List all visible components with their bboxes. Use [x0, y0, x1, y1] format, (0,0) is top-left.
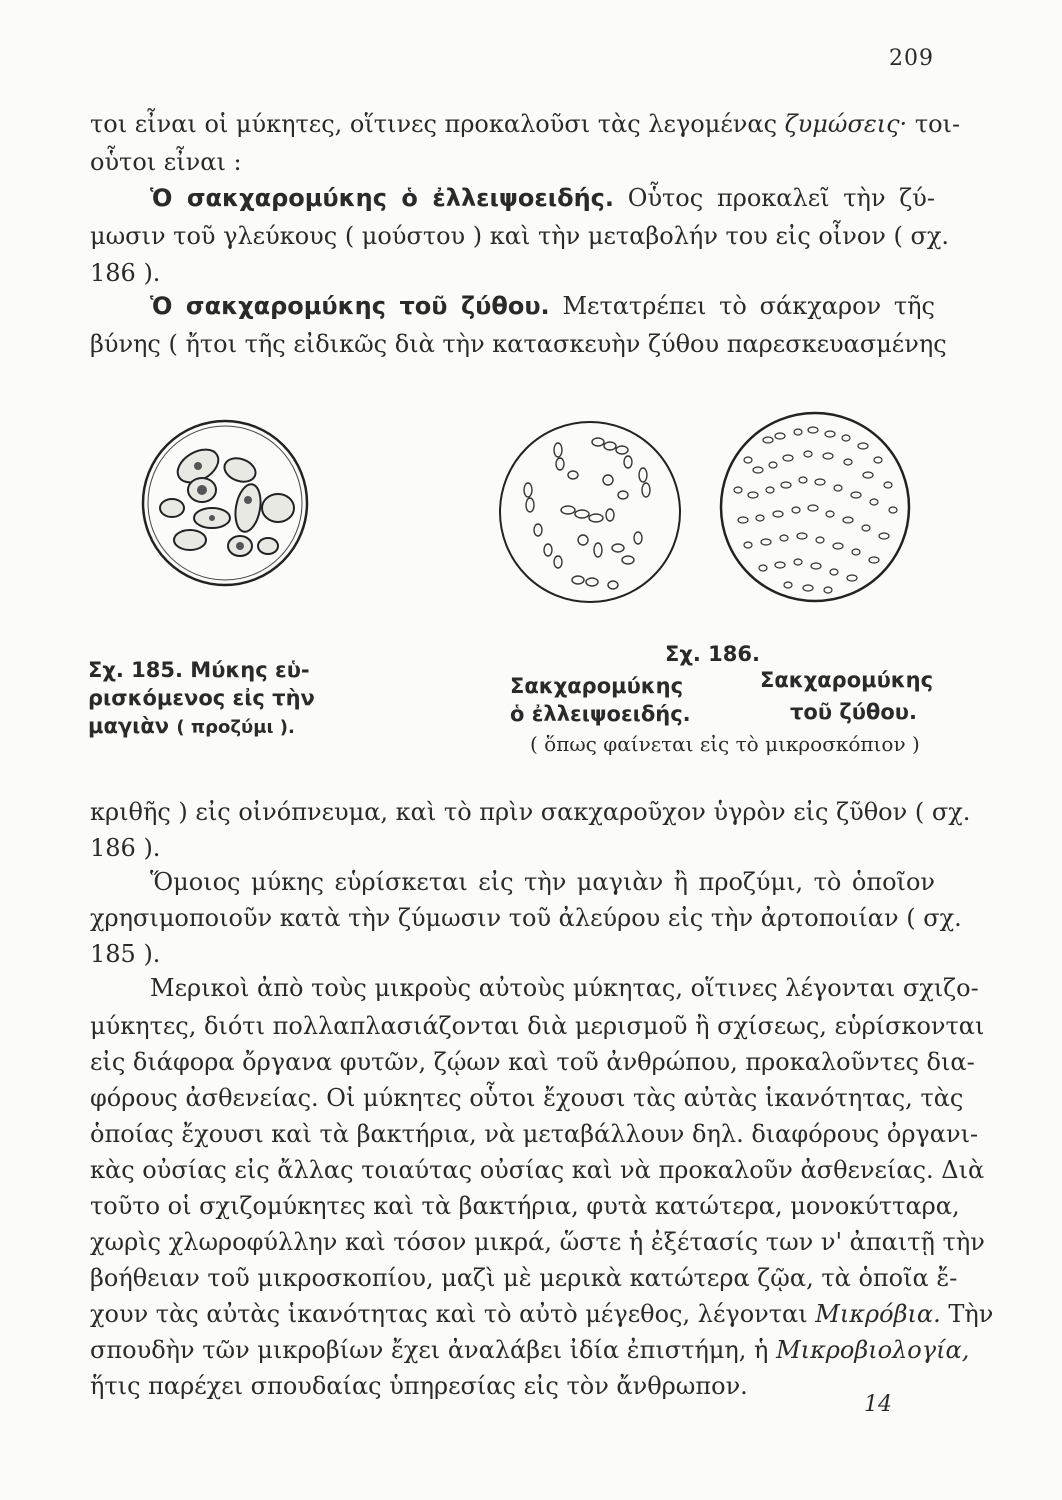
text-span: Οὗτος προκαλεῖ τὴν ζύ- — [627, 184, 935, 212]
text-line: ἥτις παρέχει σπουδαίας ὑπηρεσίας εἰς τὸν ἄνθρωπον. — [90, 1372, 748, 1400]
text-line: κὰς οὐσίας εἰς ἄλλας τοιαύτας οὐσίας καὶ νὰ προκαλοῦν ἀσθενείας. Διὰ — [90, 1156, 985, 1184]
italic-term: Μικρόβια. — [815, 1300, 941, 1328]
italic-term: ζυμώσεις· — [784, 110, 908, 138]
text-span: Τὴν — [948, 1300, 994, 1328]
text-span: χουν τὰς αὐτὰς ἱκανότητας καὶ τὸ αὐτὸ μέγεθος, λέγονται — [90, 1300, 808, 1328]
signature-mark: 14 — [864, 1392, 892, 1417]
figure-186-right-label: Σακχαρομύκης — [760, 668, 934, 692]
figure-185-caption: Σχ. 185. Μύκης εὑ- — [88, 658, 310, 682]
figure-186-ellipsoid-yeast-illustration — [498, 420, 683, 605]
text-line — [150, 290, 935, 322]
figure-185-caption: ρισκόμενος εἰς τὴν — [88, 686, 315, 710]
figure-186-beer-yeast-illustration — [718, 410, 913, 605]
text-line — [90, 1334, 970, 1366]
text-line: βύνης ( ἤτοι τῆς εἰδικῶς διὰ τὴν κατασκευὴν ζύθου παρεσκευασμένης — [90, 330, 947, 358]
text-line: Ὅμοιος μύκης εὑρίσκεται εἰς τὴν μαγιὰν ἢ προζύμι, τὸ ὁποῖον — [150, 868, 935, 896]
page-number: 209 — [889, 46, 934, 71]
text-line: εἰς διάφορα ὄργανα φυτῶν, ζῴων καὶ τοῦ ἀνθρώπου, προκαλοῦντες δια- — [90, 1048, 975, 1076]
section-heading: Ὁ σακχαρομύκης τοῦ ζύθου. — [150, 292, 550, 320]
text-line: ὁποίας ἔχουσι καὶ τὰ βακτήρια, νὰ μεταβάλλουν δηλ. διαφόρους ὀργανι- — [90, 1120, 979, 1148]
figure-186-left-label: Σακχαρομύκης — [510, 674, 684, 698]
text-line: τοῦτο οἱ σχιζομύκητες καὶ τὰ βακτήρια, φυτὰ κατώτερα, μονοκύτταρα, — [90, 1192, 960, 1220]
text-line: χωρὶς χλωροφύλλην καὶ τόσον μικρά, ὥστε ἡ ἐξέτασίς των ν' ἀπαιτῇ τὴν — [90, 1228, 985, 1256]
text-line: 185 ). — [90, 940, 161, 968]
figure-185-yeast-illustration — [140, 418, 310, 588]
text-line: φόρους ἀσθενείας. Οἱ μύκητες οὗτοι ἔχουσι τὰς αὐτὰς ἱκανότητας, τὰς — [90, 1084, 964, 1112]
text-line — [90, 108, 961, 140]
text-line: μύκητες, διότι πολλαπλασιάζονται διὰ μερισμοῦ ἢ σχίσεως, εὑρίσκονται — [90, 1012, 985, 1040]
text-line: βοήθειαν τοῦ μικροσκοπίου, μαζὶ μὲ μερικὰ κατώτερα ζῷα, τὰ ὁποῖα ἔ- — [90, 1264, 958, 1292]
text-span: Μετατρέπει τὸ σάκχαρον τῆς — [562, 292, 935, 320]
caption-text: ( προζύμι ). — [176, 717, 295, 738]
text-line: μωσιν τοῦ γλεύκους ( μούστου ) καὶ τὴν μεταβολήν του εἰς οἶνον ( σχ. — [90, 222, 950, 250]
section-heading: Ὁ σακχαρομύκης ὁ ἐλλειψοειδής. — [150, 184, 615, 212]
figure-186-heading: Σχ. 186. — [665, 642, 760, 666]
figure-186-right-label: τοῦ ζύθου. — [790, 700, 917, 724]
text-line: Μερικοὶ ἀπὸ τοὺς μικροὺς αὐτοὺς μύκητας, οἵτινες λέγονται σχιζο- — [150, 974, 979, 1002]
caption-text: μαγιὰν — [88, 714, 170, 738]
text-line — [150, 182, 935, 214]
text-span: τοι εἶναι οἱ μύκητες, οἵτινες προκαλοῦσι τὰς λεγομένας — [90, 110, 778, 138]
text-line: οὗτοι εἶναι : — [90, 148, 242, 176]
text-line: 186 ). — [90, 834, 161, 862]
figure-185-caption — [88, 712, 295, 742]
text-line — [90, 1298, 994, 1330]
text-span: τοι- — [914, 110, 961, 138]
text-line: κριθῆς ) εἰς οἰνόπνευμα, καὶ τὸ πρὶν σακχαροῦχον ὑγρὸν εἰς ζῦθον ( σχ. — [90, 798, 971, 826]
text-line: 186 ). — [90, 259, 161, 287]
figure-186-note: ( ὅπως φαίνεται εἰς τὸ μικροσκόπιον ) — [530, 732, 920, 756]
text-span: σπουδὴν τῶν μικροβίων ἔχει ἀναλάβει ἰδία ἐπιστήμη, ἡ — [90, 1336, 769, 1364]
text-line: χρησιμοποιοῦν κατὰ τὴν ζύμωσιν τοῦ ἀλεύρου εἰς τὴν ἀρτοποιίαν ( σχ. — [90, 904, 962, 932]
figure-186-left-label: ὁ ἐλλειψοειδής. — [510, 702, 691, 726]
italic-term: Μικροβιολογία, — [776, 1336, 970, 1364]
